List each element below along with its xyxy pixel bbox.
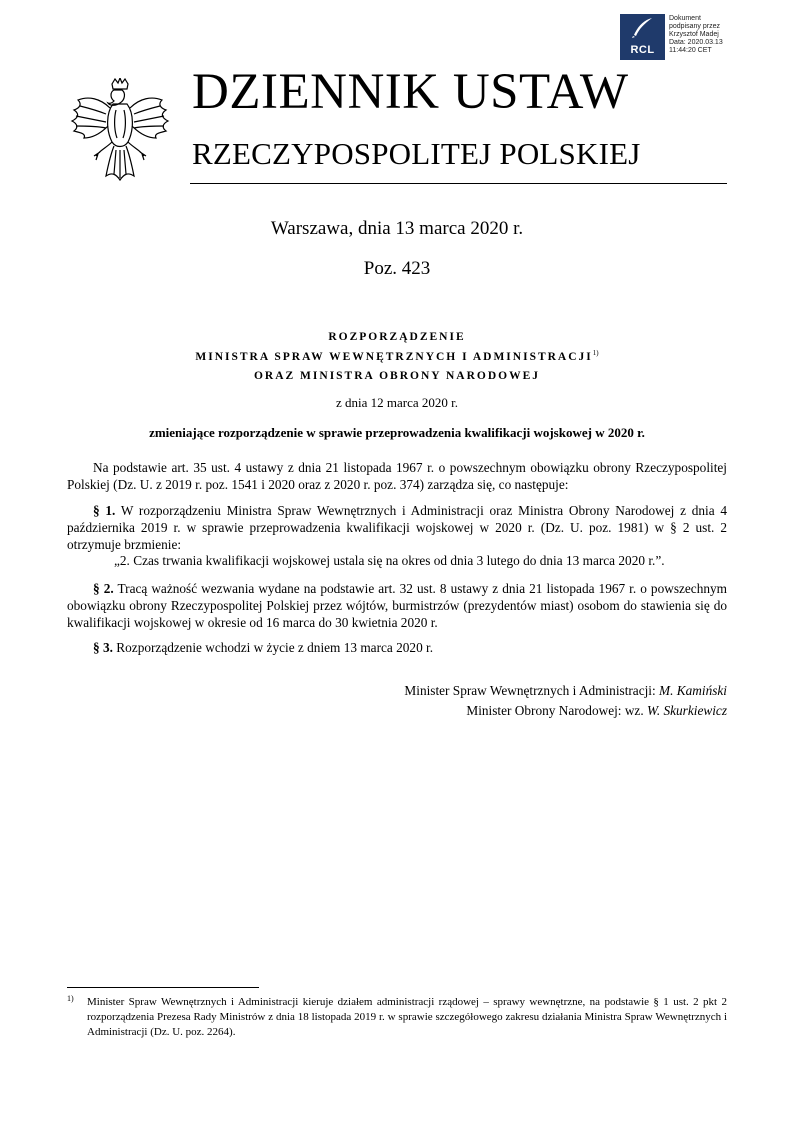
- section-3-text: Rozporządzenie wchodzi w życie z dniem 13 marca 2020 r.: [116, 640, 434, 655]
- signature-details: [669, 15, 739, 55]
- quill-icon: [630, 17, 655, 39]
- signature-line: Dokument: [669, 15, 701, 22]
- masthead-rule: [190, 183, 727, 184]
- footnote-reference: 1): [592, 349, 599, 357]
- signature-minister-interior: [404, 683, 727, 699]
- rcl-logo-text: RCL: [630, 44, 655, 56]
- signature-name: W. Skurkiewicz: [646, 703, 727, 718]
- polish-eagle-emblem-icon: [70, 78, 170, 182]
- signature-line: Krzysztof Madej: [669, 31, 719, 38]
- footnote-text: Minister Spraw Wewnętrznych i Administracji kieruje działem administracji rządowej – sprawy wewnętrzne, na podstawie § 1 ust. 2 pkt 2 rozporządzenia Prezesa Rady Ministrów z dnia 18 listopada 2019 r. w sprawie szczegółowego zakresu działania Ministra Spraw Wewnętrznych i Administracji (Dz. U. poz. 2264).: [87, 996, 727, 1038]
- section-1-label: § 1.: [93, 503, 116, 518]
- section-2-paragraph: [67, 580, 727, 631]
- signature-role: Minister Spraw Wewnętrznych i Administracji:: [404, 683, 656, 698]
- masthead-subtitle: RZECZYPOSPOLITEJ POLSKIEJ: [192, 136, 641, 171]
- preamble-paragraph: [67, 459, 727, 493]
- preamble-text: Na podstawie art. 35 ust. 4 ustawy z dnia 21 listopada 1967 r. o powszechnym obowiązku obrony Rzeczypospolitej Polskiej (Dz. U. z 2019 r. poz. 1541 i 2020 oraz z 2020 r. poz. 374) zarządza się, co następuje:: [67, 460, 727, 492]
- signature-name: M. Kamiński: [659, 683, 727, 698]
- signature-line: Data: 2020.03.13: [669, 39, 723, 46]
- section-1-quote: „2. Czas trwania kwalifikacji wojskowej ustala się na okres od dnia 3 lutego do dnia 13 marca 2020 r.”.: [114, 553, 665, 568]
- section-1-text: W rozporządzeniu Ministra Spraw Wewnętrznych i Administracji oraz Ministra Obrony Narodowej z dnia 4 października 2019 r. w sprawie przeprowadzenia kwalifikacji wojskowej w 2020 r. (Dz. U. poz. 1981) w § 2 ust. 2 otrzymuje brzmienie:: [67, 503, 727, 552]
- co-issuer-heading: ORAZ MINISTRA OBRONY NARODOWEJ: [253, 370, 541, 382]
- signature-role: Minister Obrony Narodowej: wz.: [466, 703, 644, 718]
- section-2-label: § 2.: [93, 581, 114, 596]
- masthead-title: DZIENNIK USTAW: [192, 64, 629, 120]
- act-date: z dnia 12 marca 2020 r.: [335, 395, 458, 410]
- issue-date: Warszawa, dnia 13 marca 2020 r.: [270, 218, 524, 239]
- rcl-logo: [620, 14, 665, 60]
- digital-signature-stamp: [620, 14, 730, 60]
- act-subject: zmieniające rozporządzenie w sprawie przeprowadzenia kwalifikacji wojskowej w 2020 r.: [149, 425, 645, 440]
- issuer-heading: [0, 349, 794, 363]
- signature-minister-defence: [466, 703, 727, 719]
- issuer-heading-text: MINISTRA SPRAW WEWNĘTRZNYCH I ADMINISTRACJI: [195, 351, 593, 363]
- position-number: Poz. 423: [363, 258, 431, 279]
- section-2-text: Tracą ważność wezwania wydane na podstawie art. 32 ust. 8 ustawy z dnia 21 listopada 1967 r. o powszechnym obowiązku obrony Rzeczypospolitej Polskiej przez wójtów, burmistrzów (prezydentów miast) osobom do stawienia się do kwalifikacji wojskowej w okresie od 16 marca do 30 kwietnia 2020 r.: [67, 581, 728, 630]
- section-1-paragraph: [67, 502, 727, 553]
- footnote-rule: [67, 987, 259, 988]
- section-3-paragraph: [67, 639, 727, 656]
- signature-line: 11:44:20 CET: [669, 47, 712, 54]
- signature-line: podpisany przez: [669, 23, 720, 30]
- section-3-label: § 3.: [93, 640, 113, 655]
- act-type-heading: ROZPORZĄDZENIE: [328, 331, 466, 343]
- footnote-mark: 1): [67, 994, 74, 1003]
